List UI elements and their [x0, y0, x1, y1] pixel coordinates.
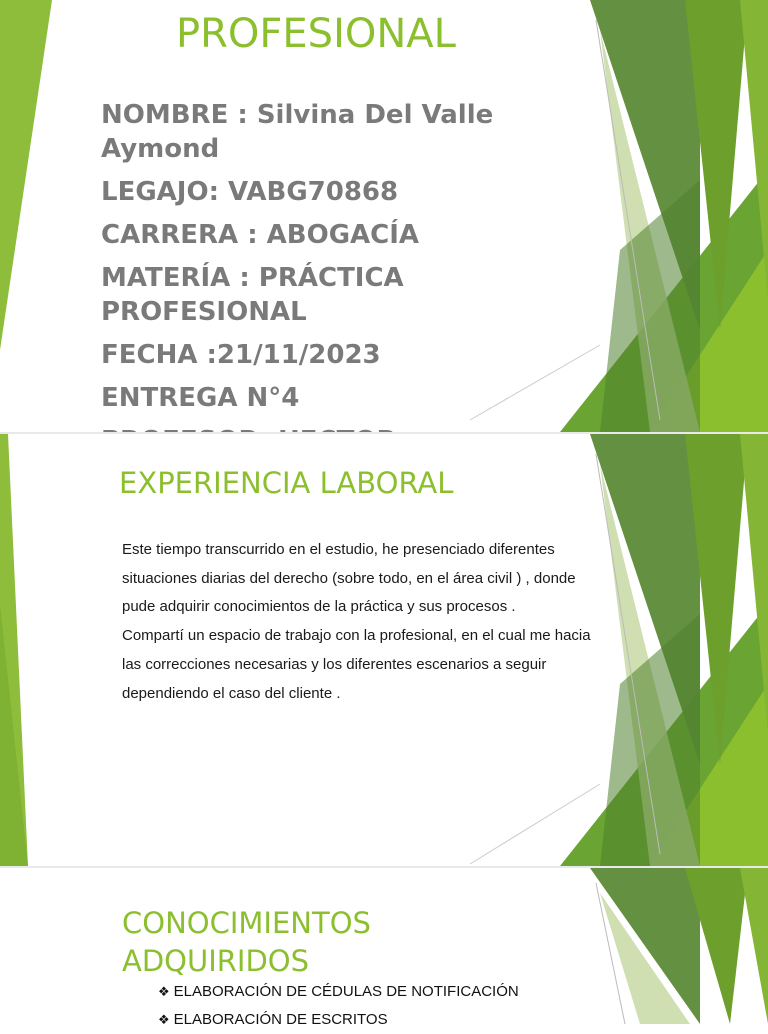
legajo-line: LEGAJO: VABG70868	[101, 177, 399, 207]
slide-2-title: EXPERIENCIA LABORAL	[119, 466, 454, 500]
student-info	[101, 98, 571, 467]
experience-paragraph-1: Este tiempo transcurrido en el estudio, he presenciado diferentes situaciones diarias del derecho (sobre todo, en el área civil ) , donde pude adquirir conocimientos de la práctica y sus procesos .	[122, 541, 576, 616]
materia-line: MATERÍA : PRÁCTICA PROFESIONAL	[101, 263, 404, 327]
slide-3-title	[122, 904, 371, 980]
slide-1	[0, 0, 768, 432]
list-item	[158, 1006, 578, 1034]
fecha-line: FECHA :21/11/2023	[101, 340, 381, 370]
entrega-line: ENTREGA N°4	[101, 383, 300, 413]
slide-3-title-line-2: ADQUIRIDOS	[122, 944, 310, 978]
slide-3-title-line-1: CONOCIMIENTOS	[122, 906, 371, 940]
diamond-bullet-icon: ❖	[158, 984, 170, 999]
name-line: NOMBRE : Silvina Del Valle Aymond	[101, 100, 494, 164]
experience-paragraph-2: Compartí un espacio de trabajo con la profesional, en el cual me hacia las correcciones necesarias y los diferentes escenarios a seguir dependiendo el caso del cliente .	[122, 627, 591, 702]
diamond-bullet-icon: ❖	[158, 1012, 170, 1027]
carrera-line: CARRERA : ABOGACÍA	[101, 220, 420, 250]
slide-1-title: PROFESIONAL	[176, 11, 456, 57]
experience-text	[122, 536, 602, 708]
list-item	[158, 978, 578, 1006]
list-item-label: ELABORACIÓN DE CÉDULAS DE NOTIFICACIÓN	[173, 983, 519, 1000]
knowledge-list	[158, 978, 578, 1034]
list-item-label: ELABORACIÓN DE ESCRITOS	[173, 1011, 388, 1028]
